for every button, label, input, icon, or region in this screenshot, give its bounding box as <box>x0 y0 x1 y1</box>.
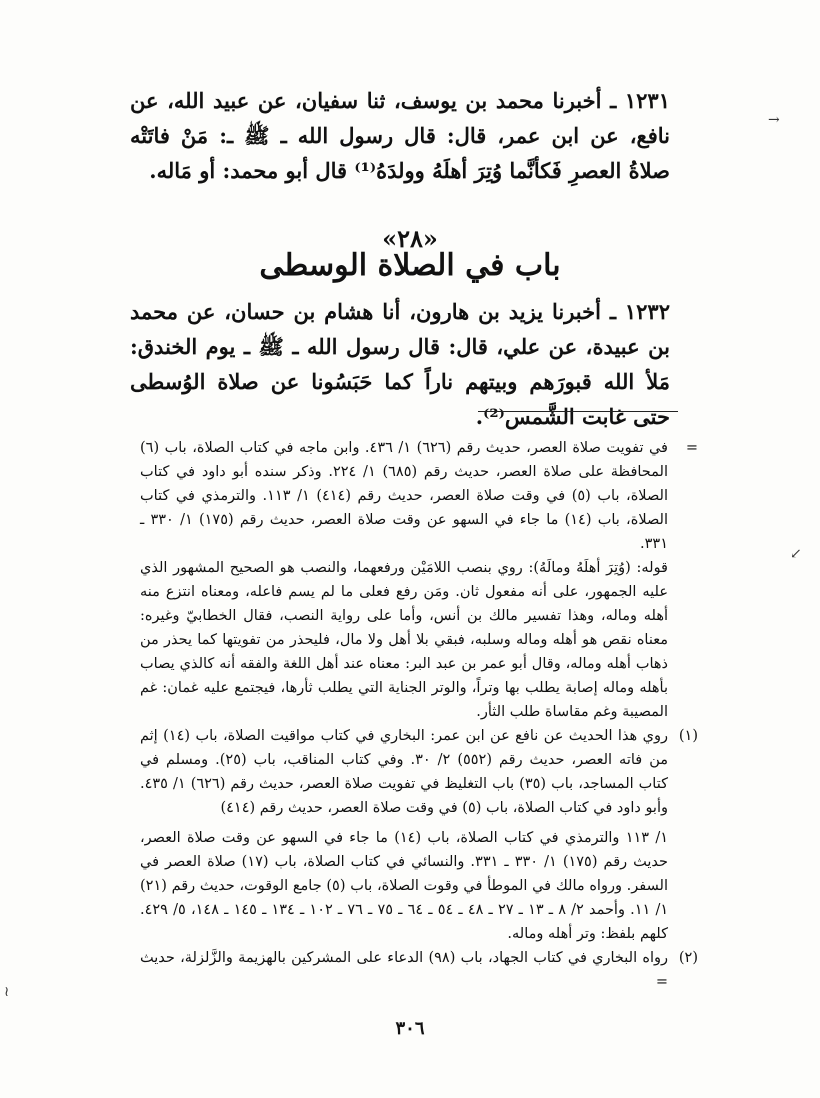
margin-mark-icon: → <box>768 112 780 128</box>
hadith-1232: ١٢٣٢ ـ أخبرنا يزيد بن هارون، أنا هشام بن حسان، عن محمد بن عبيدة، عن علي، قال: قال رسول الله ـ ﷺ ـ يوم الخندق: مَلأ الله قبورَهم وبيتهم ناراً كما حَبَسُونا عن صلاة الوُسطى حتى غابت الشَّمس⁽²⁾. <box>130 299 670 429</box>
footnote-2 <box>140 946 698 994</box>
page-number: ٣٠٦ <box>395 1018 425 1039</box>
footnote-continuation-paragraph-1: في تفويت صلاة العصر، حديث رقم (٦٢٦) ١/ ٤٣٦. وابن ماجه في كتاب الصلاة، باب (٦) المحافظة على صلاة العصر، حديث رقم (٦٨٥) ١/ ٢٢٤. وذكر سنده أبو داود في كتاب الصلاة، باب (٥) في وقت صلاة العصر، حديث رقم (٤١٤) ١/ ١١٣. والترمذي في كتاب الصلاة، باب (١٤) ما جاء في السهو عن وقت صلاة العصر، حديث رقم (١٧٥) ١/ ٣٣٠ ـ ٣٣١. <box>140 440 668 552</box>
footnote-1-paragraph-2: ١/ ١١٣ والترمذي في كتاب الصلاة، باب (١٤) ما جاء في السهو عن وقت صلاة العصر، حديث رقم (١٧٥) ١/ ٣٣٠ ـ ٣٣١. والنسائي في كتاب الصلاة، باب (١٧) صلاة العصر في السفر. ورواه مالك في الموطأ في وقوت الصلاة، باب (٥) جامع الوقوت، حديث رقم (٢١) ١/ ١١. وأحمد ٢/ ٨ ـ ١٣ ـ ٢٧ ـ ٤٨ ـ ٥٤ ـ ٦٤ ـ ٧٥ ـ ٧٦ ـ ١٠٢ ـ ١٣٤ ـ ١٤٥ ـ ١٤٨، ٥/ ٤٢٩. كلهم بلفظ: وتر أهله وماله. <box>140 830 669 942</box>
margin-arrow-icon: ↙ <box>790 546 802 562</box>
footnote-continuation-marker: = <box>685 440 698 456</box>
footnote-1-paragraph-1: روي هذا الحديث عن نافع عن ابن عمر: البخاري في كتاب مواقيت الصلاة، باب (١٤) إثم من فاته العصر، حديث رقم (٥٥٢) ٢/ ٣٠. وفي كتاب المناقب، باب (٢٥). ومسلم في كتاب المساجد، باب (٣٥) باب التغليظ في تفويت صلاة العصر، حديث رقم (٦٢٦) ١/ ٤٣٥. وأبو داود في كتاب الصلاة، باب (٥) في وقت صلاة العصر، حديث رقم (٤١٤) <box>140 728 669 816</box>
footnote-continuation-paragraph-2: قوله: (وُتِرَ أهلَهُ ومالَهُ): روي بنصب اللامَيْن ورفعهما، والنصب هو الصحيح المشهور الذي عليه الجمهور، على أنه مفعول ثان. ومَن رفع فعلى ما لم يسم فاعله، ومعناه انتزع منه أهله وماله، وهذا تفسير مالك بن أنس، وأما على رواية النصب، فقال الخطابيّ وغيره: معناه نقص هو أهله وماله وسلبه، فبقي بلا أهل ولا مال، فليحذر من تفويتها كما يحذر من ذهاب أهله وماله، وقال أبو عمر بن عبد البر: معناه عند أهل اللغة والفقه أنه كالذي يصاب بأهله وماله إصابة يطلب بها وتراً، والوتر الجناية التي يطلب ثأرها، فيجتمع عليه غمان: غم المصيبة وغم مقاساة طلب الثأر. <box>140 560 668 720</box>
hadith-1231: ١٢٣١ ـ أخبرنا محمد بن يوسف، ثنا سفيان، عن عبيد الله، عن نافع، عن ابن عمر، قال: قال رسول الله ـ ﷺ ـ: مَنْ فاتَتْه صلاةُ العصرِ فَكأنَّما وُتِرَ أهلَهُ وولدَهُ⁽¹⁾ قال أبو محمد: أو مَاله. <box>130 88 670 183</box>
footnote-separator <box>478 411 678 412</box>
chapter-title: باب في الصلاة الوسطى <box>259 248 561 283</box>
footnote-2-text: رواه البخاري في كتاب الجهاد، باب (٩٨) الدعاء على المشركين بالهزيمة والزَّلزلة، حديث = <box>140 950 669 990</box>
chapter-number: «٢٨» <box>382 224 438 253</box>
footnotes <box>140 436 698 994</box>
footnote-1 <box>140 724 698 946</box>
footnote-1-marker: (١) <box>678 728 698 744</box>
footnote-2-marker: (٢) <box>678 950 698 966</box>
footnote-continuation <box>140 436 698 724</box>
margin-scribble-icon: ≀ <box>4 984 10 1000</box>
